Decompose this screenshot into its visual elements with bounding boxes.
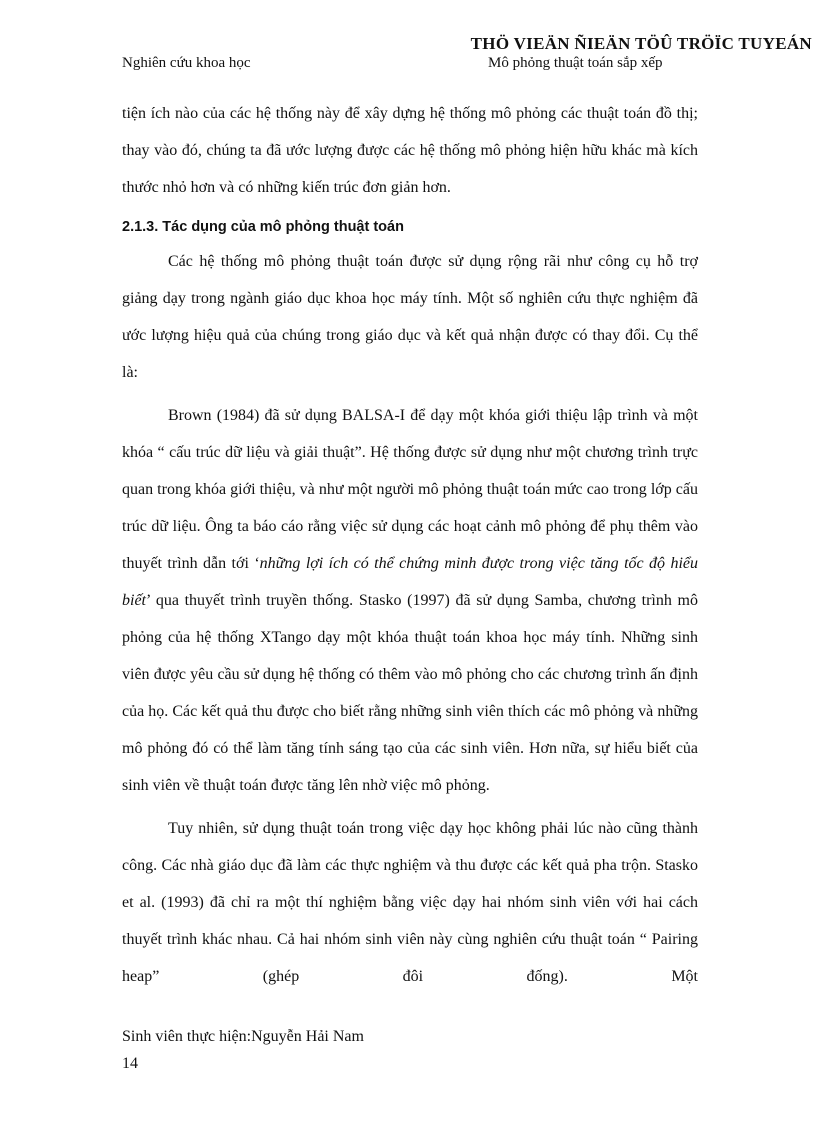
paragraph-3-quote: những lợi ích có thể chứng minh được trong việc tăng tốc độ hiểu biết	[122, 555, 698, 609]
paragraph-3-start: Brown (1984) đã sử dụng BALSA-I để dạy một khóa giới thiệu lập trình và một khóa “ cấu trúc dữ liệu và giải thuật”. Hệ thống được sử dụng như một chương trình trực quan trong khóa giới thiệu, và như một người mô phỏng thuật toán mức cao trong lớp cấu trúc dữ liệu. Ông ta báo cáo rằng việc sử dụng các hoạt cảnh mô phỏng để phụ thêm vào thuyết trình dẫn tới ‘	[122, 407, 698, 572]
paragraph-4: Tuy nhiên, sử dụng thuật toán trong việc dạy học không phải lúc nào cũng thành công. Các nhà giáo dục đã làm các thực nghiệm và thu được các kết quả pha trộn. Stasko et al. (1993) đã chỉ ra một thí nghiệm bằng việc dạy hai nhóm sinh viên với hai cách thuyết trình khác nhau. Cả hai nhóm sinh viên này cùng nghiên cứu thuật toán “ Pairing heap” (ghép đôi đống). Một	[122, 820, 698, 985]
paragraph-3	[122, 397, 698, 804]
page-body	[122, 95, 698, 995]
paragraph-1: tiện ích nào của các hệ thống này để xây dựng hệ thống mô phỏng các thuật toán đồ thị; thay vào đó, chúng ta đã ước lượng được các hệ thống mô phỏng hiện hữu khác mà kích thước nhỏ hơn và có những kiến trúc đơn giản hơn.	[122, 105, 698, 196]
header-left-title: Nghiên cứu khoa học	[122, 55, 251, 71]
section-heading: 2.1.3. Tác dụng của mô phỏng thuật toán	[122, 219, 404, 235]
paragraph-2: Các hệ thống mô phỏng thuật toán được sử dụng rộng rãi như công cụ hỗ trợ giảng dạy trong ngành giáo dục khoa học máy tính. Một số nghiên cứu thực nghiệm đã ước lượng hiệu quả của chúng trong giáo dục và kết quả nhận được có thay đổi. Cụ thể là:	[122, 253, 698, 381]
watermark-text: THÖ VIEÄN ÑIEÄN TÖÛ TRÖÏC TUYEÁN	[470, 34, 812, 53]
footer-author: Sinh viên thực hiện:Nguyễn Hải Nam	[122, 1028, 364, 1045]
page-number: 14	[122, 1055, 138, 1072]
paragraph-3-end: ’ qua thuyết trình truyền thống. Stasko (1997) đã sử dụng Samba, chương trình mô phỏng của hệ thống XTango dạy một khóa thuật toán khoa học máy tính. Những sinh viên được yêu cầu sử dụng hệ thống có thêm vào mô phỏng cho các chương trình ấn định của họ. Các kết quả thu được cho biết rằng những sinh viên thích các mô phỏng và những mô phỏng đó có thể làm tăng tính sáng tạo của các sinh viên. Hơn nữa, sự hiểu biết của sinh viên về thuật toán được tăng lên nhờ việc mô phỏng.	[122, 592, 698, 794]
header-right-title: Mô phỏng thuật toán sắp xếp	[488, 55, 663, 71]
